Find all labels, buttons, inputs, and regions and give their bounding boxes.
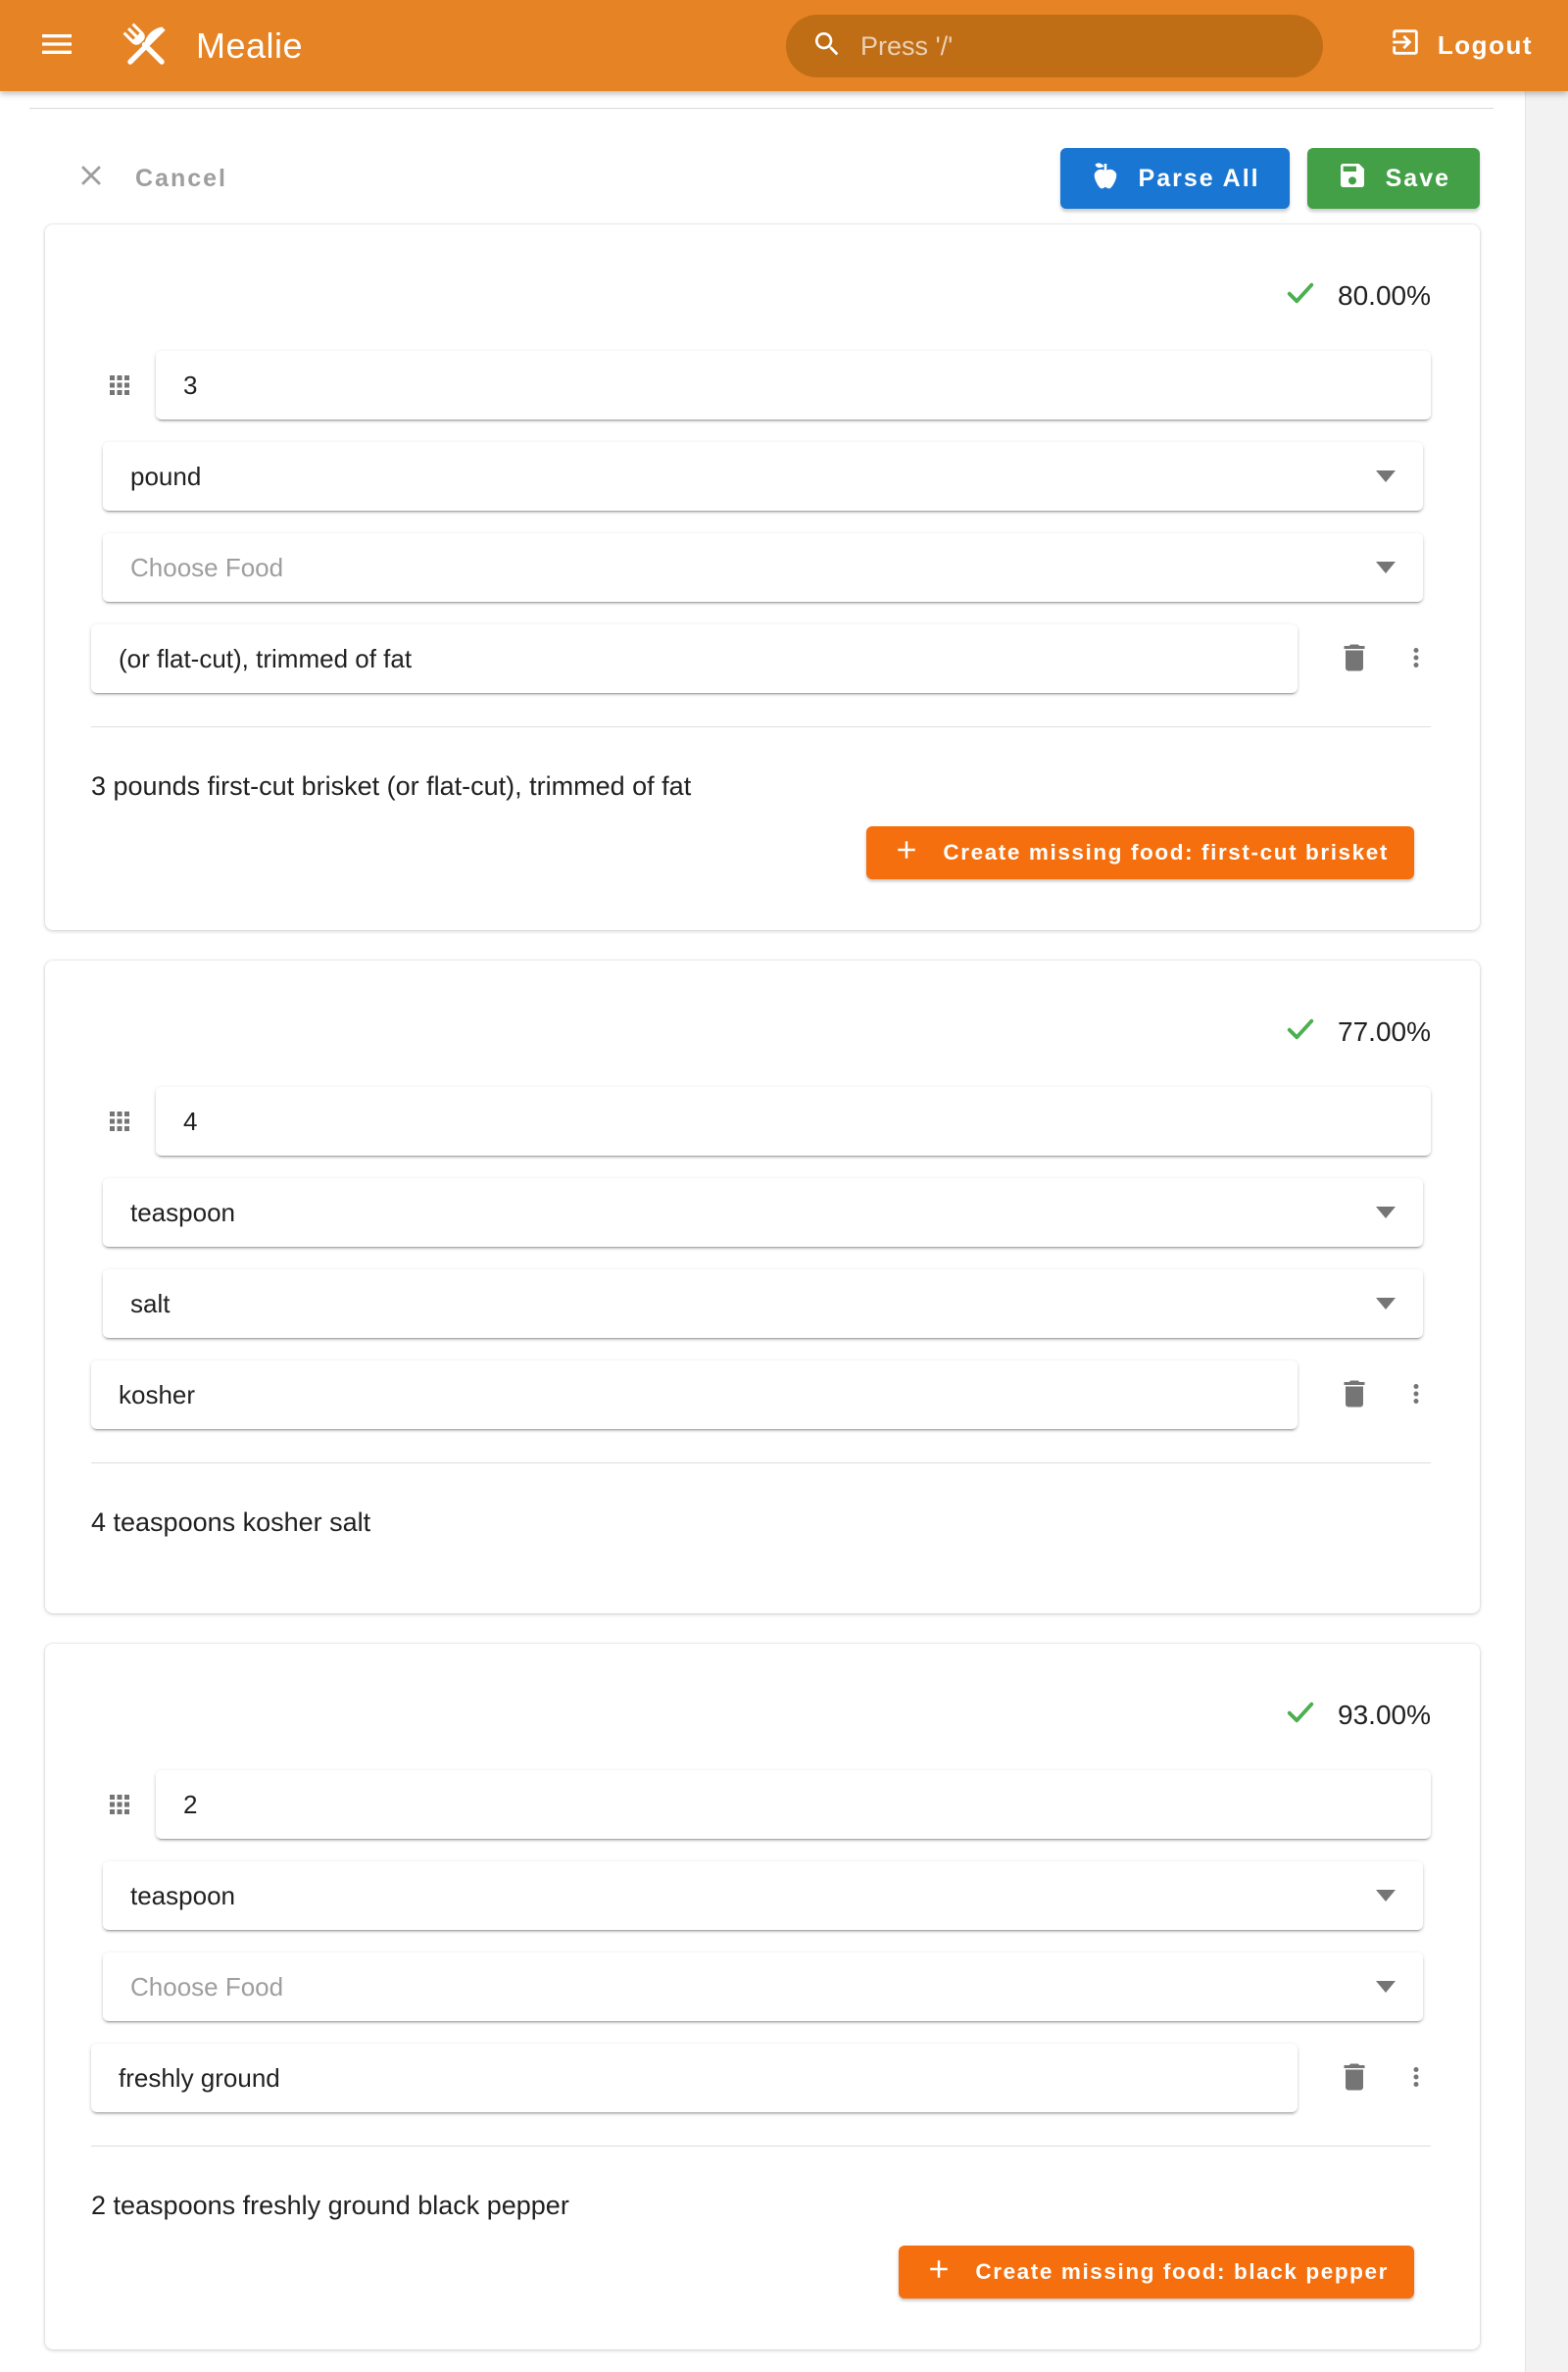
logout-label: Logout [1437, 30, 1533, 60]
drag-handle-icon[interactable] [105, 1790, 134, 1819]
note-row [91, 1360, 1431, 1429]
create-missing-food-button[interactable] [866, 826, 1414, 879]
unit-select[interactable] [103, 1178, 1423, 1247]
unit-select[interactable] [103, 442, 1423, 511]
note-input[interactable] [91, 1360, 1298, 1429]
hamburger-icon [37, 25, 76, 67]
kebab-icon [1401, 643, 1431, 675]
header-divider [29, 108, 1494, 109]
save-button[interactable] [1307, 148, 1480, 209]
quantity-row [91, 1087, 1431, 1156]
ingredient-parser-page [0, 108, 1568, 2349]
quantity-input[interactable] [156, 1087, 1431, 1156]
kebab-icon [1401, 2062, 1431, 2095]
delete-ingredient-button[interactable] [1337, 1376, 1372, 1414]
note-row [91, 624, 1431, 693]
create-missing-food-label: Create missing food: first-cut brisket [943, 840, 1389, 865]
food-select[interactable] [103, 533, 1423, 602]
parse-all-label: Parse All [1138, 164, 1260, 192]
kebab-icon [1401, 1379, 1431, 1411]
app-title: Mealie [196, 25, 304, 66]
food-value: Choose Food [130, 552, 284, 582]
ingredient-card [45, 224, 1480, 930]
original-ingredient-text: 2 teaspoons freshly ground black pepper [91, 2191, 569, 2220]
parser-toolbar [45, 148, 1480, 209]
unit-row [103, 1178, 1423, 1247]
note-value: freshly ground [119, 2062, 280, 2093]
delete-ingredient-button[interactable] [1337, 2059, 1372, 2098]
missing-food-row [91, 826, 1414, 879]
more-options-button[interactable] [1401, 1379, 1431, 1411]
unit-select[interactable] [103, 1861, 1423, 1930]
food-row [103, 1269, 1423, 1338]
unit-value: teaspoon [130, 1197, 235, 1227]
quantity-input[interactable] [156, 351, 1431, 420]
ingredient-card-list [45, 224, 1480, 2349]
confidence-value: 77.00% [1338, 1015, 1431, 1047]
original-ingredient-text: 4 teaspoons kosher salt [91, 1507, 371, 1537]
close-icon [74, 159, 108, 199]
note-value: kosher [119, 1379, 196, 1409]
unit-row [103, 442, 1423, 511]
confidence-row [91, 275, 1431, 316]
food-value: salt [130, 1288, 171, 1318]
plus-icon [924, 2254, 954, 2290]
chevron-down-icon [1376, 1207, 1396, 1218]
card-divider [91, 2146, 1431, 2147]
unit-value: teaspoon [130, 1880, 235, 1910]
delete-ingredient-button[interactable] [1337, 640, 1372, 678]
plus-icon [892, 835, 921, 870]
trash-icon [1337, 1376, 1372, 1414]
apple-icon [1090, 160, 1121, 198]
save-label: Save [1385, 164, 1450, 192]
chevron-down-icon [1376, 1981, 1396, 1993]
note-value: (or flat-cut), trimmed of fat [119, 643, 413, 673]
create-missing-food-label: Create missing food: black pepper [975, 2259, 1389, 2284]
note-input[interactable] [91, 2044, 1298, 2112]
quantity-row [91, 1770, 1431, 1839]
note-input[interactable] [91, 624, 1298, 693]
quantity-value: 3 [183, 370, 198, 400]
create-missing-food-button[interactable] [899, 2246, 1414, 2298]
unit-row [103, 1861, 1423, 1930]
search-input[interactable] [786, 15, 1323, 77]
chevron-down-icon [1376, 562, 1396, 573]
note-row [91, 2044, 1431, 2112]
chevron-down-icon [1376, 1298, 1396, 1310]
drag-handle-icon[interactable] [105, 371, 134, 400]
more-options-button[interactable] [1401, 2062, 1431, 2095]
mealie-logo-icon [118, 18, 174, 74]
check-icon [1283, 1012, 1318, 1052]
scrollbar-track[interactable] [1525, 91, 1568, 2372]
parse-all-button[interactable] [1060, 148, 1290, 209]
logout-icon [1389, 25, 1422, 66]
cancel-button[interactable] [45, 159, 227, 199]
unit-value: pound [130, 461, 202, 491]
more-options-button[interactable] [1401, 643, 1431, 675]
ingredient-card [45, 961, 1480, 1613]
search-icon [811, 28, 843, 65]
confidence-row [91, 1695, 1431, 1735]
chevron-down-icon [1376, 1890, 1396, 1902]
check-icon [1283, 275, 1318, 316]
app-bar [0, 0, 1568, 91]
chevron-down-icon [1376, 470, 1396, 482]
quantity-row [91, 351, 1431, 420]
food-row [103, 533, 1423, 602]
ingredient-card [45, 1644, 1480, 2349]
menu-button[interactable] [35, 25, 78, 68]
logout-button[interactable] [1389, 25, 1533, 66]
quantity-input[interactable] [156, 1770, 1431, 1839]
food-select[interactable] [103, 1952, 1423, 2021]
card-divider [91, 1462, 1431, 1463]
quantity-value: 4 [183, 1106, 198, 1136]
trash-icon [1337, 2059, 1372, 2098]
food-select[interactable] [103, 1269, 1423, 1338]
trash-icon [1337, 640, 1372, 678]
original-ingredient-text: 3 pounds first-cut brisket (or flat-cut), trimmed of fat [91, 771, 692, 801]
confidence-row [91, 1012, 1431, 1052]
missing-food-row [91, 2246, 1414, 2298]
food-row [103, 1952, 1423, 2021]
confidence-value: 80.00% [1338, 279, 1431, 311]
search-placeholder: Press '/' [860, 30, 954, 61]
quantity-value: 2 [183, 1789, 198, 1819]
save-icon [1337, 160, 1368, 198]
cancel-label: Cancel [135, 164, 227, 192]
food-value: Choose Food [130, 1971, 284, 2001]
check-icon [1283, 1695, 1318, 1735]
drag-handle-icon[interactable] [105, 1107, 134, 1136]
card-divider [91, 726, 1431, 727]
confidence-value: 93.00% [1338, 1699, 1431, 1730]
